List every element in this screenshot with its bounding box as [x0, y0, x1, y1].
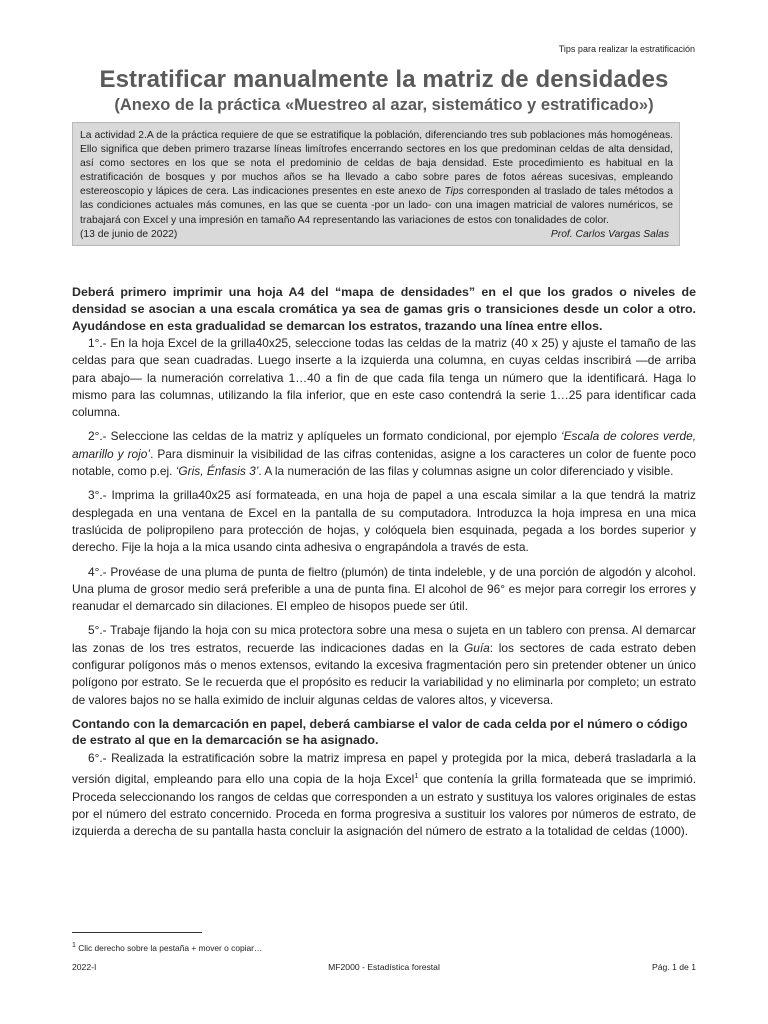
abstract-text-a: La actividad 2.A de la práctica requiere de que se estratifique la población, diferenciando tres sub poblaciones más homogéneas. Ello significa que deben primero trazarse líneas limítrofes encerrando sectores en los que predominan celdas de alta densidad, así como sectores en los que se nota el predominio de celdas de baja densidad. Este procedimiento es habitual en la estratificación de bosques y por muchos años se ha llevado a cabo sobre pares de fotos aéreas sucesivas, empleando estereoscopio y lápices de cera. Las indicaciones presentes en este anexo de [80, 130, 673, 198]
step-5-paragraph [72, 622, 696, 708]
step-5-text-b: : los sectores de cada estrato deben configurar polígonos más o menos extensos, evitando la excesiva fragmentación pero sin pretender obtener un único polígono por estrato. Se le recuerda que el propósito es reducir la variabilidad y no eliminarla por completo; un estrato de valores bajos no se halla eximido de incluir algunas celdas de valores altos, y viceversa. [72, 640, 696, 707]
step-6-paragraph [72, 750, 696, 840]
abstract-italic-tips: Tips [444, 186, 464, 198]
footer-page-number: Pág. 1 de 1 [652, 962, 696, 972]
step-2-paragraph [72, 428, 696, 480]
step-4-paragraph: 4°.- Provéase de una pluma de punta de fieltro (plumón) de tinta indeleble, y de una porción de algodón y alcohol. Una pluma de grosor medio será preferible a una de punta fina. El alcohol de 96° es mejor para corregir los errores y reanudar el demarcado sin dilaciones. El empleo de hisopos puede ser útil. [72, 564, 696, 614]
footnote-separator [72, 932, 202, 933]
document-title: Estratificar manualmente la matriz de densidades [99, 66, 669, 93]
footer-term: 2022-I [72, 962, 97, 972]
step-2-text-c: . A la numeración de las filas y columnas asigne un color diferenciado y visible. [258, 464, 674, 479]
lead-paragraph-1: Deberá primero imprimir una hoja A4 del “mapa de densidades” en el que los grados o niveles de densidad se asocian a una escala cromática ya sea de gamas gris o transiciones desde un color a otro. Ayudándose en esta gradualidad se demarcan los estratos, trazando una línea entre ellos. [72, 285, 696, 333]
abstract-text-b: corresponden al traslado de tales métodos a las condiciones actuales más comunes, en las que se cuenta -por un lado- con una imagen matricial de valores numéricos, se trabajará con Excel y una impresión en tamaño A4 representando las variaciones de estos con tonalidades de color. [80, 186, 673, 226]
step-2-text-a: 2°.- Seleccione las celdas de la matriz y aplíqueles un formato condicional, por ejemplo [88, 429, 561, 444]
step-5-text-a: 5°.- Trabaje fijando la hoja con su mica protectora sobre una mesa o sujeta en un tablero con prensa. Al demarcar las zonas de los tres estratos, recuerde las indicaciones dadas en la [72, 623, 696, 655]
abstract-date: (13 de junio de 2022) [80, 228, 178, 240]
abstract-signature-row [80, 228, 673, 242]
abstract-author: Prof. Carlos Vargas Salas [550, 228, 669, 240]
footer-course: MF2000 - Estadística forestal [328, 962, 440, 972]
lead-paragraph-2: Contando con la demarcación en papel, deberá cambiarse el valor de cada celda por el número o código de estrato al que en la demarcación se ha asignado. [72, 716, 688, 747]
step-3-paragraph: 3°.- Imprima la grilla40x25 así formateada, en una hoja de papel a una escala similar a la que tendrá la matriz desplegada en una ventana de Excel en la pantalla de su computadora. Introduzca la hoja impresa en una mica traslúcida de polipropileno para protección de hojas, y colóquela bien esquinada, pegada a los bordes superior y derecho. Fije la hoja a la mica usando cinta adhesiva o engrapándola a través de esta. [72, 488, 696, 555]
main-content [72, 284, 696, 847]
footnote-mark: 1 [72, 942, 76, 949]
step-2-italic-2: ‘Gris, Énfasis 3’ [175, 464, 259, 479]
step-6-text-a: 6°.- Realizada la estratificación sobre la matriz impresa en papel y protegida por la mica, deberá trasladarla a la versión digital, empleando para ello una copia de la hoja Excel [72, 750, 696, 787]
step-2-italic-1: ‘Escala de colores verde, amarillo y rojo’ [72, 429, 696, 461]
footnote-reference: 1 [414, 771, 419, 781]
abstract-box [72, 122, 680, 246]
step-6-text-b: que contenía la grilla formateada que se imprimió. Proceda seleccionando los rangos de celdas que corresponden a un estrato y sustituya los valores originales de estas por el número del estrato concernido. Proceda en forma progresiva a sustituir los valores por números de estrato, de izquierda a derecha de su pantalla hasta concluir la asignación del número de estrato a la totalidad de celdas (1000). [72, 772, 697, 839]
running-header: Tips para realizar la estratificación [558, 44, 695, 54]
footnote [72, 942, 262, 953]
step-5-italic: Guía [463, 640, 490, 655]
step-2-text-b: . Para disminuir la visibilidad de las cifras contenidas, asigne a los caracteres un color de fuente poco notable, como p.ej. [72, 446, 697, 479]
footnote-text: Clic derecho sobre la pestaña + mover o copiar… [75, 943, 263, 953]
document-subtitle: (Anexo de la práctica «Muestreo al azar, sistemático y estratificado») [114, 96, 654, 114]
step-1-paragraph: 1°.- En la hoja Excel de la grilla40x25, seleccione todas las celdas de la matriz (40 x 25) y ajuste el tamaño de las celdas para que sean cuadradas. Luego inserte a la izquierda una columna, en cuyas celdas inscribirá —de arriba para abajo— la numeración correlativa 1…40 a fin de que cada fila tenga un número que la identificará. Haga lo mismo para las columnas, utilizando la fila inferior, que en este caso contendrá la serie 1…25 para identificar cada columna. [72, 336, 696, 420]
